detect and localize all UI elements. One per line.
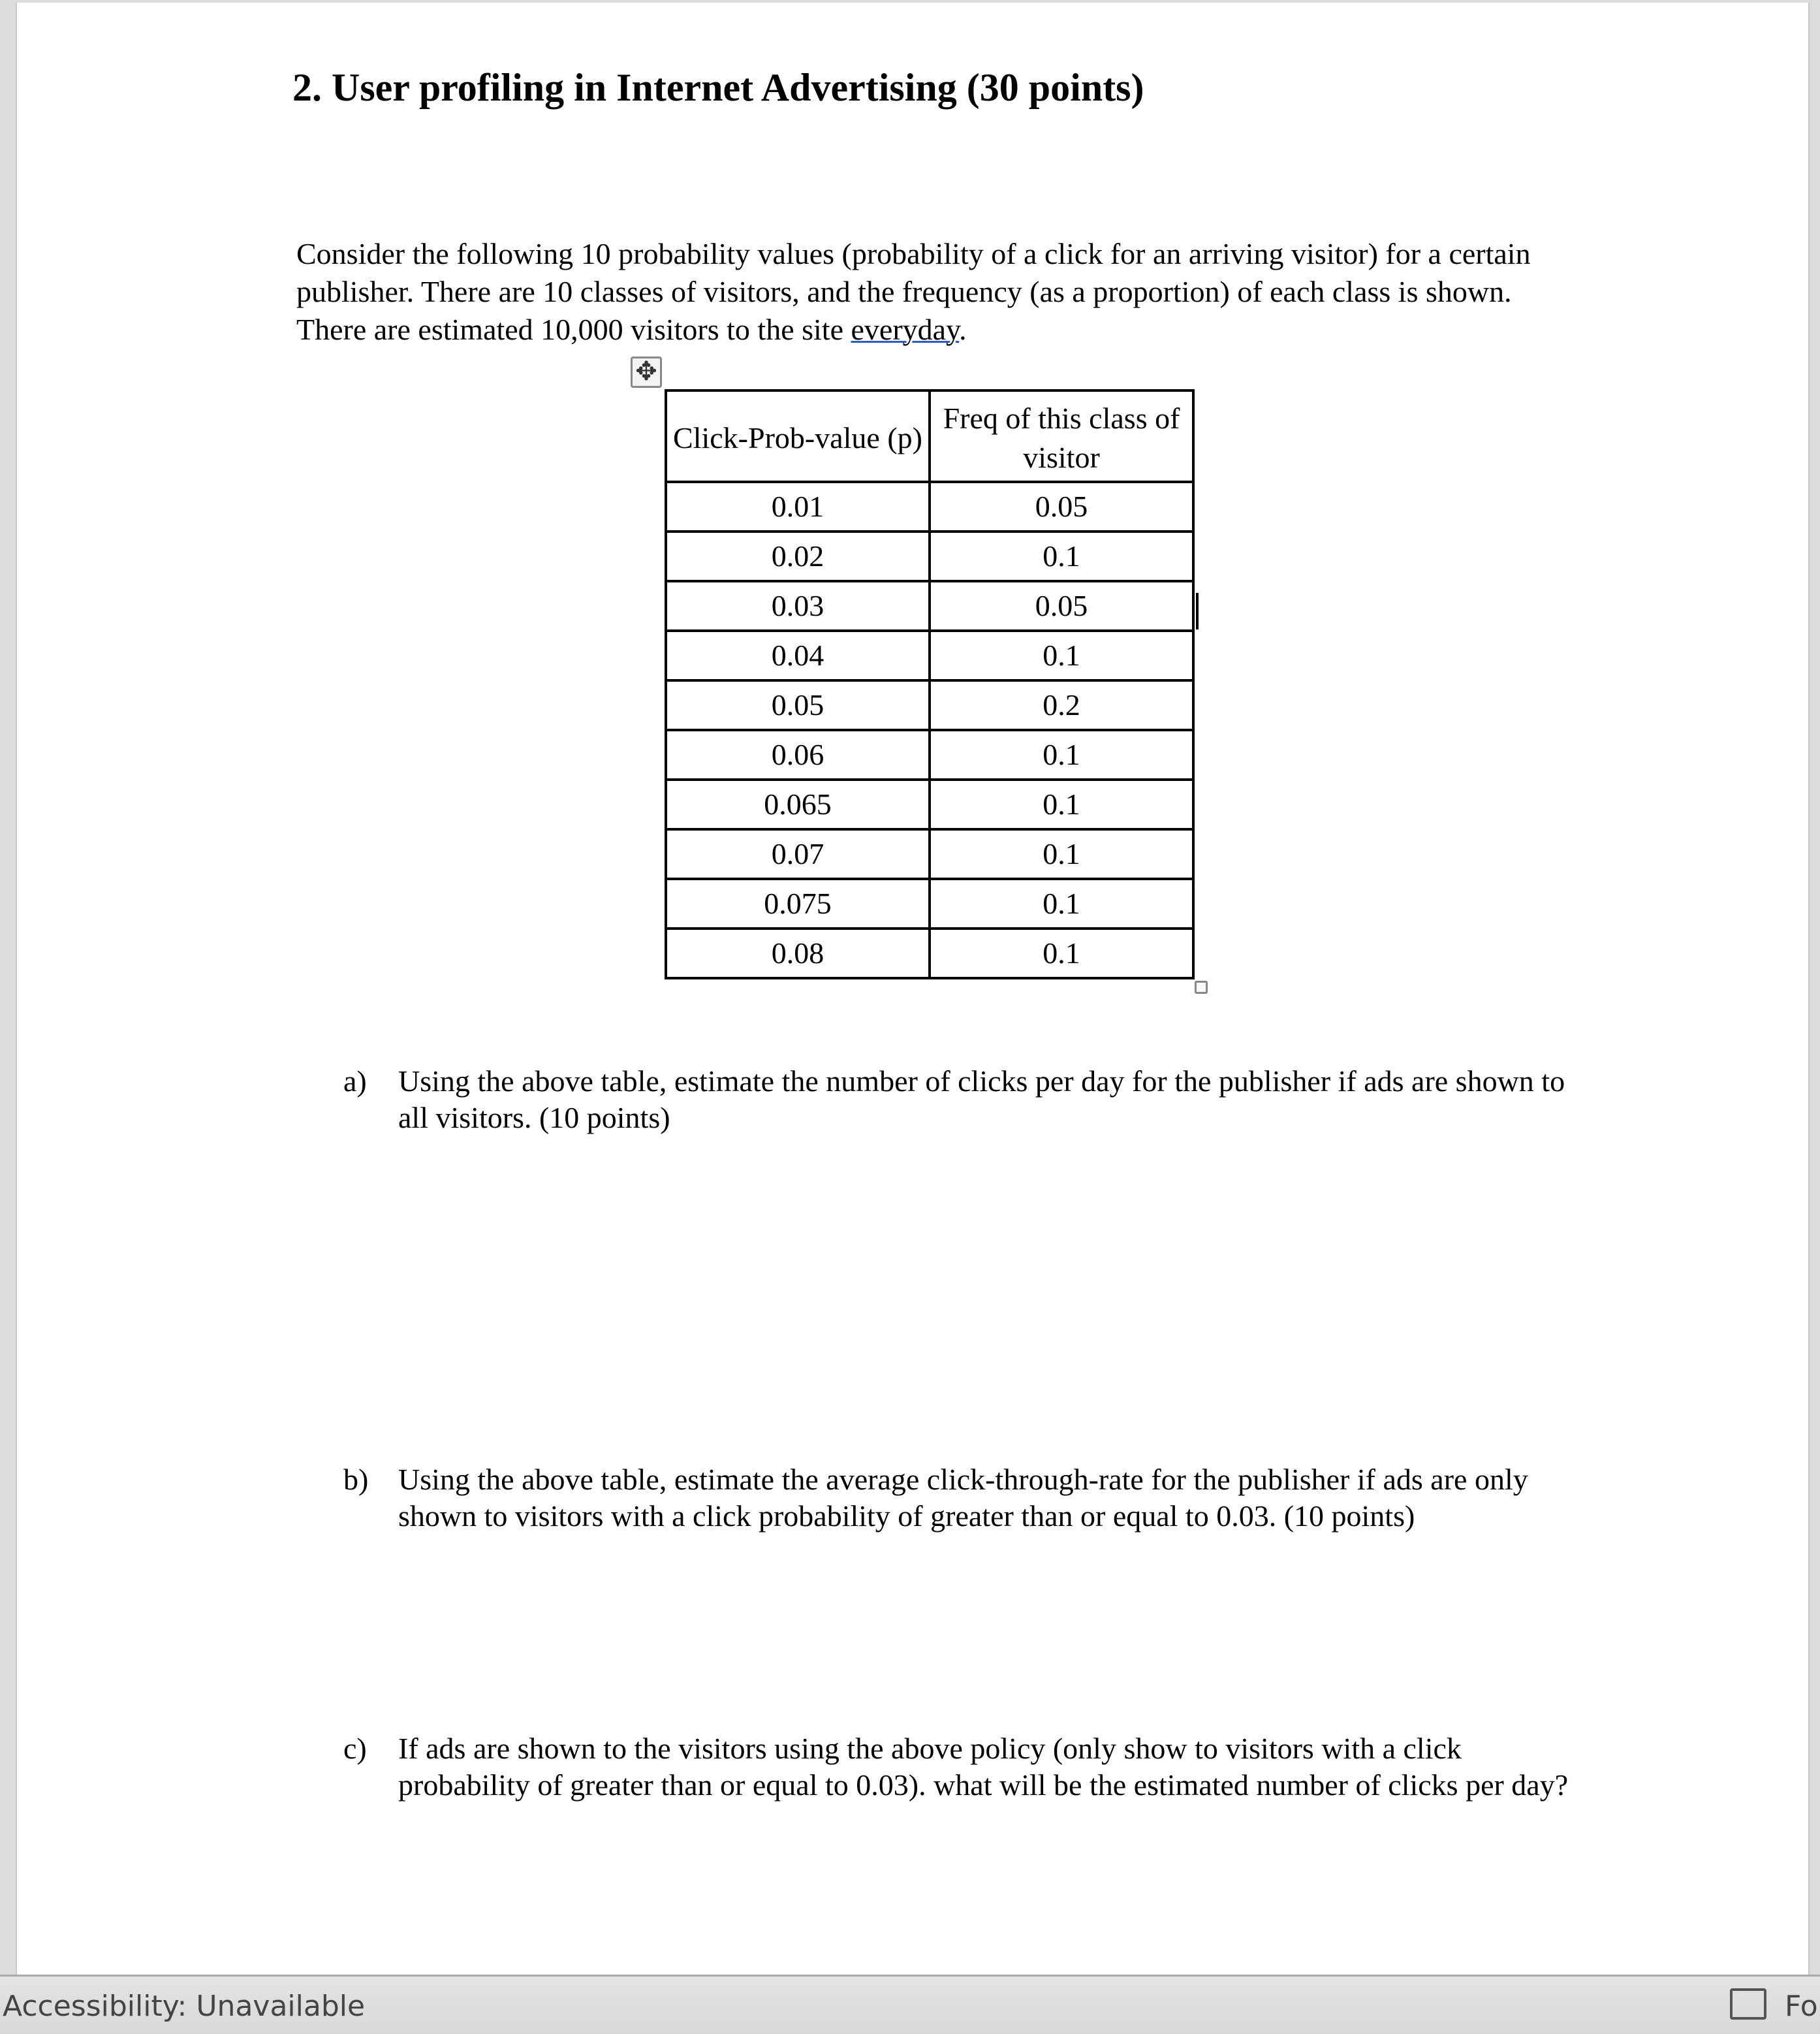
table-row — [666, 581, 1193, 631]
question-b — [343, 1461, 1584, 1534]
intro-paragraph — [296, 235, 1576, 349]
prob-cell: 0.07 — [666, 829, 930, 879]
freq-cell: 0.1 — [930, 829, 1193, 879]
probability-table — [665, 389, 1195, 979]
freq-cell: 0.1 — [930, 879, 1193, 929]
prob-cell: 0.01 — [666, 482, 930, 532]
prob-cell: 0.02 — [666, 532, 930, 581]
text-cursor — [1196, 593, 1199, 629]
table-header: Freq of this class of visitor — [930, 390, 1193, 482]
freq-cell: 0.05 — [930, 482, 1193, 532]
table-row — [666, 929, 1193, 978]
intro-end: . — [959, 313, 967, 346]
freq-cell: 0.2 — [930, 680, 1193, 730]
table-row — [666, 532, 1193, 581]
freq-cell: 0.1 — [930, 532, 1193, 581]
freq-cell: 0.1 — [930, 730, 1193, 780]
prob-cell: 0.065 — [666, 780, 930, 829]
table-move-handle-icon[interactable]: ✥ — [631, 357, 662, 388]
prob-cell: 0.04 — [666, 631, 930, 680]
status-bar — [0, 1975, 1820, 2034]
table-row — [666, 780, 1193, 829]
prob-cell: 0.03 — [666, 581, 930, 631]
focus-button[interactable]: Fo — [1785, 1990, 1818, 2023]
table-row — [666, 730, 1193, 780]
prob-cell: 0.05 — [666, 680, 930, 730]
freq-cell: 0.1 — [930, 631, 1193, 680]
table-row — [666, 879, 1193, 929]
intro-text: Consider the following 10 probability values (probability of a click for an arriving visitor) for a certain publisher. There are 10 classes of visitors, and the frequency (as a proportion) of each class is shown. There are estimated 10,000 visitors to the site — [296, 237, 1531, 346]
table-row — [666, 680, 1193, 730]
question-label: c) — [343, 1732, 367, 1765]
question-label: a) — [343, 1064, 367, 1098]
prob-cell: 0.075 — [666, 879, 930, 929]
spelling-flagged-word[interactable]: everyday — [851, 313, 960, 346]
prob-cell: 0.08 — [666, 929, 930, 978]
question-c — [343, 1730, 1584, 1804]
table-resize-handle[interactable] — [1195, 981, 1208, 994]
heading: 2. User profiling in Internet Advertising (30 points) — [292, 66, 1144, 109]
table-row — [666, 482, 1193, 532]
table-row — [666, 631, 1193, 680]
table-header: Click-Prob-value (p) — [666, 390, 930, 482]
freq-cell: 0.1 — [930, 780, 1193, 829]
question-text: Using the above table, estimate the average click-through-rate for the publisher if ads are only shown to visitors with a click probability of greater than or equal to 0.03. (10 points) — [398, 1463, 1528, 1533]
freq-cell: 0.1 — [930, 929, 1193, 978]
question-label: b) — [343, 1463, 369, 1496]
freq-cell: 0.05 — [930, 581, 1193, 631]
question-a — [343, 1063, 1584, 1136]
document-page[interactable] — [16, 3, 1810, 1975]
accessibility-status[interactable]: Accessibility: Unavailable — [3, 1990, 366, 2023]
focus-mode-icon[interactable] — [1730, 1988, 1766, 2020]
question-text: Using the above table, estimate the number of clicks per day for the publisher if ads are shown to all visitors. (10 points) — [398, 1064, 1565, 1134]
table-row — [666, 829, 1193, 879]
question-text: If ads are shown to the visitors using the above policy (only show to visitors with a click probability of greater than or equal to 0.03). what will be the estimated number of clicks per day? — [398, 1732, 1569, 1802]
prob-cell: 0.06 — [666, 730, 930, 780]
